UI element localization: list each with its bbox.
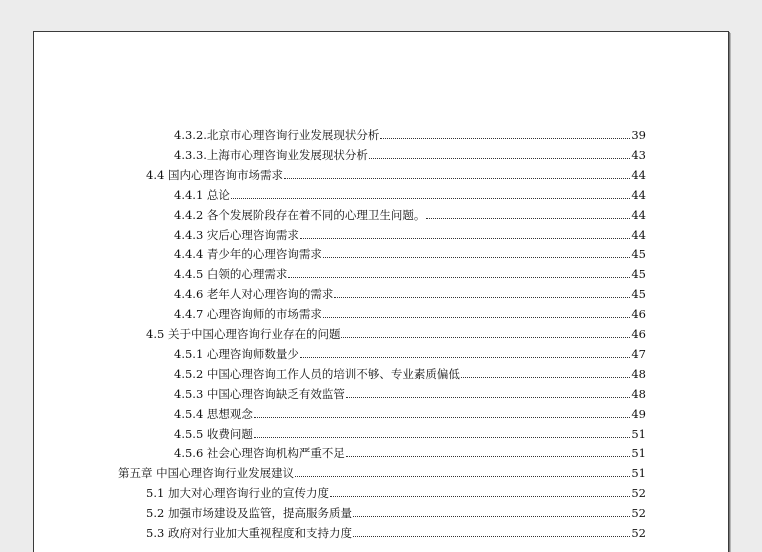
toc-entry[interactable] — [174, 224, 646, 242]
toc-entry-page-number: 52 — [631, 486, 646, 501]
toc-entry-title: 4.4.3 灾后心理咨询需求 — [174, 227, 299, 242]
toc-entry-title: 第五章 中国心理咨询行业发展建议 — [118, 466, 295, 481]
toc-entry-page-number: 39 — [631, 128, 646, 142]
toc-entry-title: 4.5.2 中国心理咨询工作人员的培训不够、专业素质偏低 — [174, 366, 460, 381]
toc-dot-leader — [380, 138, 630, 139]
toc-dot-leader — [300, 238, 630, 239]
toc-entry[interactable] — [174, 243, 646, 261]
toc-dot-leader — [334, 297, 630, 298]
toc-entry-page-number: 44 — [631, 207, 646, 222]
toc-dot-leader — [341, 337, 630, 338]
toc-dot-leader — [346, 456, 630, 457]
toc-dot-leader — [369, 158, 630, 159]
toc-entry[interactable] — [174, 263, 646, 281]
toc-entry[interactable] — [118, 462, 646, 480]
toc-entry-page-number: 51 — [631, 426, 646, 441]
toc-dot-leader — [295, 476, 630, 477]
toc-entry-page-number: 48 — [631, 386, 646, 401]
toc-entry-title: 4.5.6 社会心理咨询机构严重不足 — [174, 446, 345, 461]
toc-entry-title: 5.1 加大对心理咨询行业的宣传力度 — [146, 486, 329, 501]
toc-entry-title: 4.4.7 心理咨询师的市场需求 — [174, 307, 322, 322]
toc-entry-title: 4.5.5 收费问题 — [174, 426, 253, 441]
toc-dot-leader — [323, 317, 630, 318]
toc-entry[interactable] — [174, 403, 646, 421]
toc-dot-leader — [300, 357, 630, 358]
toc-entry-page-number: 45 — [631, 287, 646, 302]
toc-entry-page-number: 43 — [631, 147, 646, 162]
toc-dot-leader — [426, 218, 630, 219]
toc-entry[interactable] — [174, 383, 646, 401]
toc-entry-title: 5.3 政府对行业加大重视程度和支持力度 — [146, 526, 352, 540]
toc-entry[interactable] — [174, 423, 646, 441]
toc-entry[interactable] — [174, 343, 646, 361]
toc-dot-leader — [231, 198, 630, 199]
toc-entry-page-number: 47 — [631, 346, 646, 361]
toc-entry[interactable] — [174, 283, 646, 301]
toc-entry-title: 4.4.6 老年人对心理咨询的需求 — [174, 287, 334, 302]
toc-entry[interactable] — [174, 303, 646, 321]
toc-entry-title: 4.5.1 心理咨询师数量少 — [174, 346, 299, 361]
toc-entry[interactable] — [146, 164, 646, 182]
toc-entry-title: 4.5.3 中国心理咨询缺乏有效监管 — [174, 386, 345, 401]
toc-entry-page-number: 49 — [631, 406, 646, 421]
document-page — [33, 31, 729, 552]
toc-dot-leader — [323, 257, 630, 258]
toc-dot-leader — [284, 178, 630, 179]
toc-dot-leader — [330, 496, 630, 497]
toc-entry[interactable] — [174, 124, 646, 142]
toc-entry[interactable] — [174, 144, 646, 162]
toc-entry[interactable] — [174, 363, 646, 381]
toc-entry-title: 4.5.4 思想观念 — [174, 406, 253, 421]
toc-entry-title: 4.4.5 白领的心理需求 — [174, 267, 288, 282]
toc-entry-page-number: 44 — [631, 187, 646, 202]
toc-entry[interactable] — [146, 502, 646, 520]
toc-entry-title: 5.2 加强市场建设及监管，提高服务质量 — [146, 506, 352, 521]
toc-entry-title: 4.5 关于中国心理咨询行业存在的问题 — [146, 327, 341, 341]
toc-entry-page-number: 51 — [631, 466, 646, 481]
toc-entry-title: 4.3.2.北京市心理咨询行业发展现状分析 — [174, 128, 380, 142]
toc-entry-page-number: 52 — [631, 526, 646, 540]
toc-entry[interactable] — [146, 522, 646, 540]
toc-entry-page-number: 45 — [631, 247, 646, 262]
toc-entry-page-number: 44 — [631, 167, 646, 182]
toc-entry-title: 4.3.3.上海市心理咨询业发展现状分析 — [174, 147, 368, 162]
toc-entry[interactable] — [174, 204, 646, 222]
toc-entry-page-number: 51 — [631, 446, 646, 461]
toc-dot-leader — [353, 516, 630, 517]
toc-dot-leader — [461, 377, 630, 378]
toc-entry-page-number: 46 — [631, 307, 646, 322]
toc-entry-page-number: 46 — [631, 327, 646, 341]
toc-entry[interactable] — [174, 442, 646, 460]
toc-entry-title: 4.4.2 各个发展阶段存在着不同的心理卫生问题。 — [174, 207, 426, 222]
toc-dot-leader — [254, 437, 630, 438]
toc-dot-leader — [353, 536, 630, 537]
toc-entry-page-number: 45 — [631, 267, 646, 282]
toc-entry[interactable] — [146, 482, 646, 500]
toc-entry-title: 4.4.4 青少年的心理咨询需求 — [174, 247, 322, 262]
toc-dot-leader — [346, 397, 630, 398]
toc-entry-page-number: 52 — [631, 506, 646, 521]
toc-entry[interactable] — [146, 323, 646, 341]
toc-entry-title: 4.4.1 总论 — [174, 187, 230, 202]
toc-entry[interactable] — [174, 184, 646, 202]
toc-dot-leader — [254, 417, 630, 418]
toc-entry-page-number: 44 — [631, 227, 646, 242]
toc-dot-leader — [288, 277, 630, 278]
toc-entry-page-number: 48 — [631, 366, 646, 381]
toc-entry-title: 4.4 国内心理咨询市场需求 — [146, 167, 283, 182]
